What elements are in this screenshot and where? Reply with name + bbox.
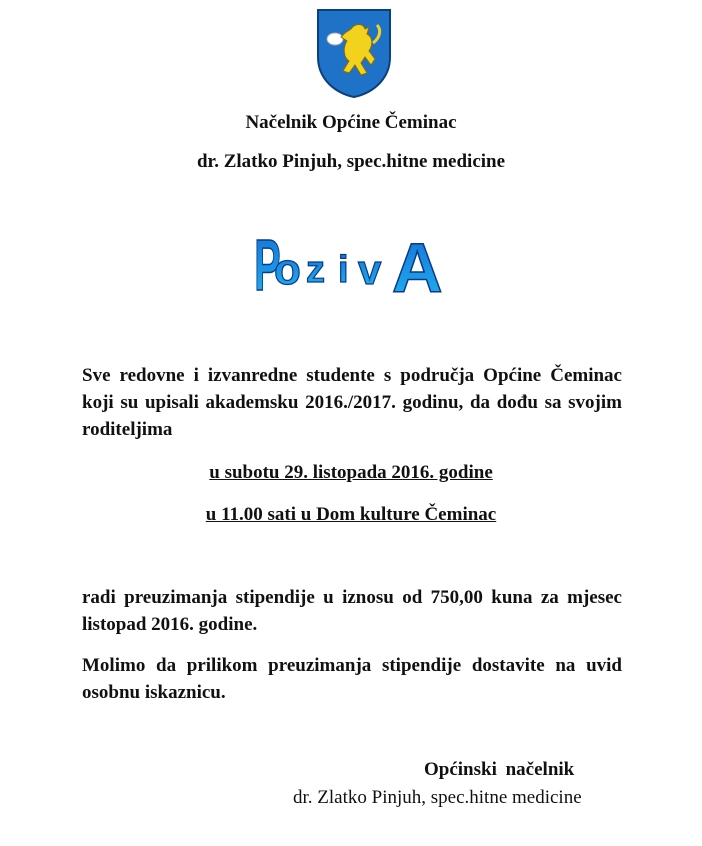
poziva-letter-i: i: [338, 249, 349, 291]
event-date: u subotu 29. listopada 2016. godine: [209, 462, 493, 483]
coat-of-arms-icon: [315, 7, 393, 99]
page-subtitle: dr. Zlatko Pinjuh, spec.hitne medicine: [196, 151, 506, 172]
poziva-letter-z: z: [306, 249, 325, 291]
poziva-banner: [252, 220, 452, 302]
scholarship-paragraph: radi preuzimanja stipendije u iznosu od 750,00 kuna za mjesec listopad 2016. godine.: [82, 587, 622, 635]
signature-title: Općinski načelnik: [424, 759, 575, 780]
poziva-letter-p: P: [254, 225, 281, 302]
poziva-letter-v: v: [358, 246, 382, 293]
poziva-letter-a: A: [392, 229, 443, 302]
page-title: Načelnik Općine Čeminac: [245, 112, 457, 133]
signature-name: dr. Zlatko Pinjuh, spec.hitne medicine: [293, 787, 582, 808]
event-time-place: u 11.00 sati u Dom kulture Čeminac: [205, 504, 497, 525]
id-request-paragraph: Molimo da prilikom preuzimanja stipendije dostavite na uvid osobnu iskaznicu.: [82, 655, 622, 703]
invitation-paragraph: Sve redovne i izvanredne studente s područja Općine Čeminac koji su upisali akademsku 2016./2017. godinu, da dođu sa svojim roditeljima: [82, 365, 622, 440]
poziva-letter-o: o: [274, 245, 301, 294]
